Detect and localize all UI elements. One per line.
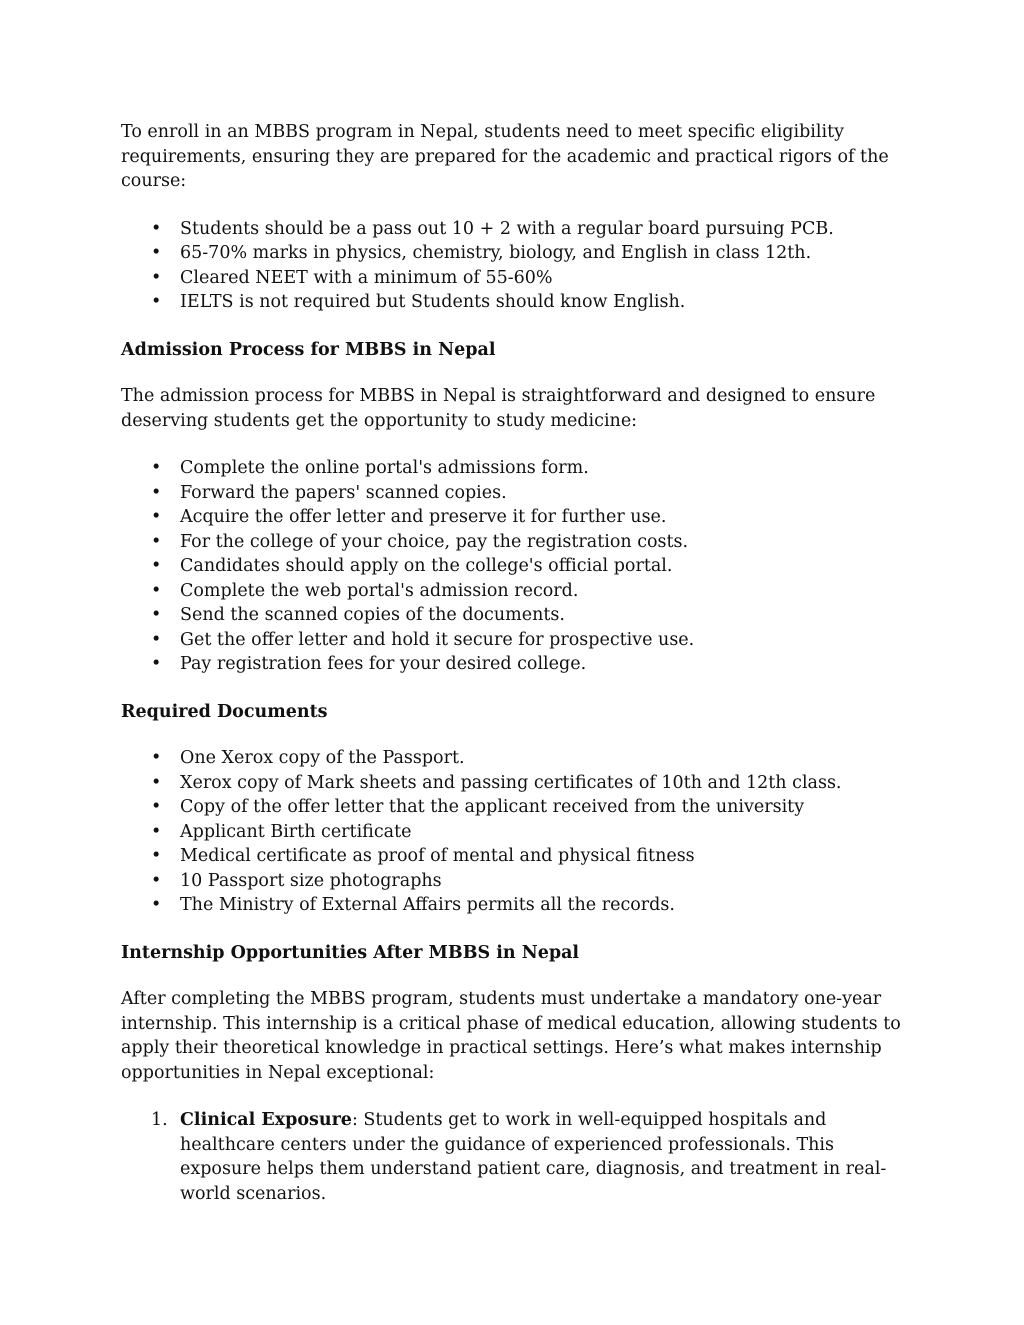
bullet-icon: • xyxy=(151,482,162,503)
list-item xyxy=(121,893,911,918)
list-item xyxy=(121,241,911,266)
list-item-text: Xerox copy of Mark sheets and passing certificates of 10th and 12th class. xyxy=(180,772,842,793)
list-item-text: Applicant Birth certificate xyxy=(180,821,412,842)
list-item xyxy=(121,603,911,628)
list-item xyxy=(121,869,911,894)
list-item-text: Forward the papers' scanned copies. xyxy=(180,482,507,503)
bullet-icon: • xyxy=(151,895,162,915)
list-item-text: The Ministry of External Affairs permits all the records. xyxy=(180,895,675,915)
list-item xyxy=(121,217,911,242)
list-item-text: Acquire the offer letter and preserve it for further use. xyxy=(180,507,667,527)
bullet-icon: • xyxy=(151,243,162,263)
eligibility-list xyxy=(121,217,911,315)
list-item xyxy=(121,746,911,771)
list-item-text: : Students get to work in well-equipped hospitals and healthcare centers under the guidance of experienced professionals. This exposure helps them understand patient care, diagnosis, and treatment in real-world scenarios. xyxy=(180,1110,887,1204)
bullet-icon: • xyxy=(151,580,162,601)
list-item-text: Complete the web portal's admission record. xyxy=(180,580,579,601)
internship-heading: Internship Opportunities After MBBS in Nepal xyxy=(121,942,580,963)
documents-heading: Required Documents xyxy=(121,701,328,722)
bullet-icon: • xyxy=(151,267,162,288)
list-item-text: 10 Passport size photographs xyxy=(180,870,442,891)
admission-heading: Admission Process for MBBS in Nepal xyxy=(121,339,496,360)
list-item xyxy=(121,266,911,291)
list-item-text: Medical certificate as proof of mental and physical fitness xyxy=(180,846,695,866)
bullet-icon: • xyxy=(151,507,162,527)
list-item xyxy=(121,530,911,555)
bullet-icon: • xyxy=(151,654,162,674)
list-item-text: Send the scanned copies of the documents. xyxy=(180,605,565,625)
internship-paragraph: After completing the MBBS program, students must undertake a mandatory one-year internship. This internship is a critical phase of medical education, allowing students to apply their theoretical knowledge in practical settings. Here’s what makes internship opportunities in Nepal exceptional: xyxy=(121,989,901,1083)
bullet-icon: • xyxy=(151,605,162,625)
admission-steps-list xyxy=(121,456,911,677)
bullet-icon: • xyxy=(151,748,162,768)
list-item xyxy=(121,820,911,845)
list-item-text: Cleared NEET with a minimum of 55-60% xyxy=(180,267,553,288)
list-item-text: For the college of your choice, pay the registration costs. xyxy=(180,531,689,552)
bullet-icon: • xyxy=(151,821,162,842)
list-item-text: Copy of the offer letter that the applicant received from the university xyxy=(180,797,805,817)
intro-paragraph: To enroll in an MBBS program in Nepal, students need to meet specific eligibility requirements, ensuring they are prepared for the academic and practical rigors of the course: xyxy=(121,122,889,191)
list-item-text: Students should be a pass out 10 + 2 with a regular board pursuing PCB. xyxy=(180,218,834,239)
internship-list xyxy=(121,1108,911,1206)
bullet-icon: • xyxy=(151,218,162,239)
admission-paragraph: The admission process for MBBS in Nepal is straightforward and designed to ensure deserving students get the opportunity to study medicine: xyxy=(121,386,876,431)
list-item-number: 1. xyxy=(151,1110,168,1130)
list-item xyxy=(121,795,911,820)
bullet-icon: • xyxy=(151,797,162,817)
bullet-icon: • xyxy=(151,772,162,793)
list-item xyxy=(121,290,911,315)
list-item xyxy=(121,1108,911,1206)
list-item xyxy=(121,481,911,506)
list-item-text: Candidates should apply on the college's official portal. xyxy=(180,556,673,576)
bullet-icon: • xyxy=(151,870,162,891)
bullet-icon: • xyxy=(151,629,162,650)
bullet-icon: • xyxy=(151,531,162,552)
list-item xyxy=(121,628,911,653)
list-item xyxy=(121,771,911,796)
bullet-icon: • xyxy=(151,292,162,312)
list-item xyxy=(121,844,911,869)
list-item-text: One Xerox copy of the Passport. xyxy=(180,748,465,768)
list-item xyxy=(121,456,911,481)
list-item-text: Get the offer letter and hold it secure for prospective use. xyxy=(180,629,695,650)
bullet-icon: • xyxy=(151,458,162,478)
document-page xyxy=(121,120,911,1206)
bullet-icon: • xyxy=(151,556,162,576)
documents-list xyxy=(121,746,911,918)
list-item-text: IELTS is not required but Students should know English. xyxy=(180,292,686,312)
list-item-text: 65-70% marks in physics, chemistry, biology, and English in class 12th. xyxy=(180,243,812,263)
list-item-text: Complete the online portal's admissions form. xyxy=(180,458,589,478)
list-item xyxy=(121,554,911,579)
list-item xyxy=(121,505,911,530)
list-item xyxy=(121,652,911,677)
list-item xyxy=(121,579,911,604)
bullet-icon: • xyxy=(151,846,162,866)
list-item-title: Clinical Exposure xyxy=(180,1110,352,1130)
list-item-text: Pay registration fees for your desired college. xyxy=(180,654,587,674)
